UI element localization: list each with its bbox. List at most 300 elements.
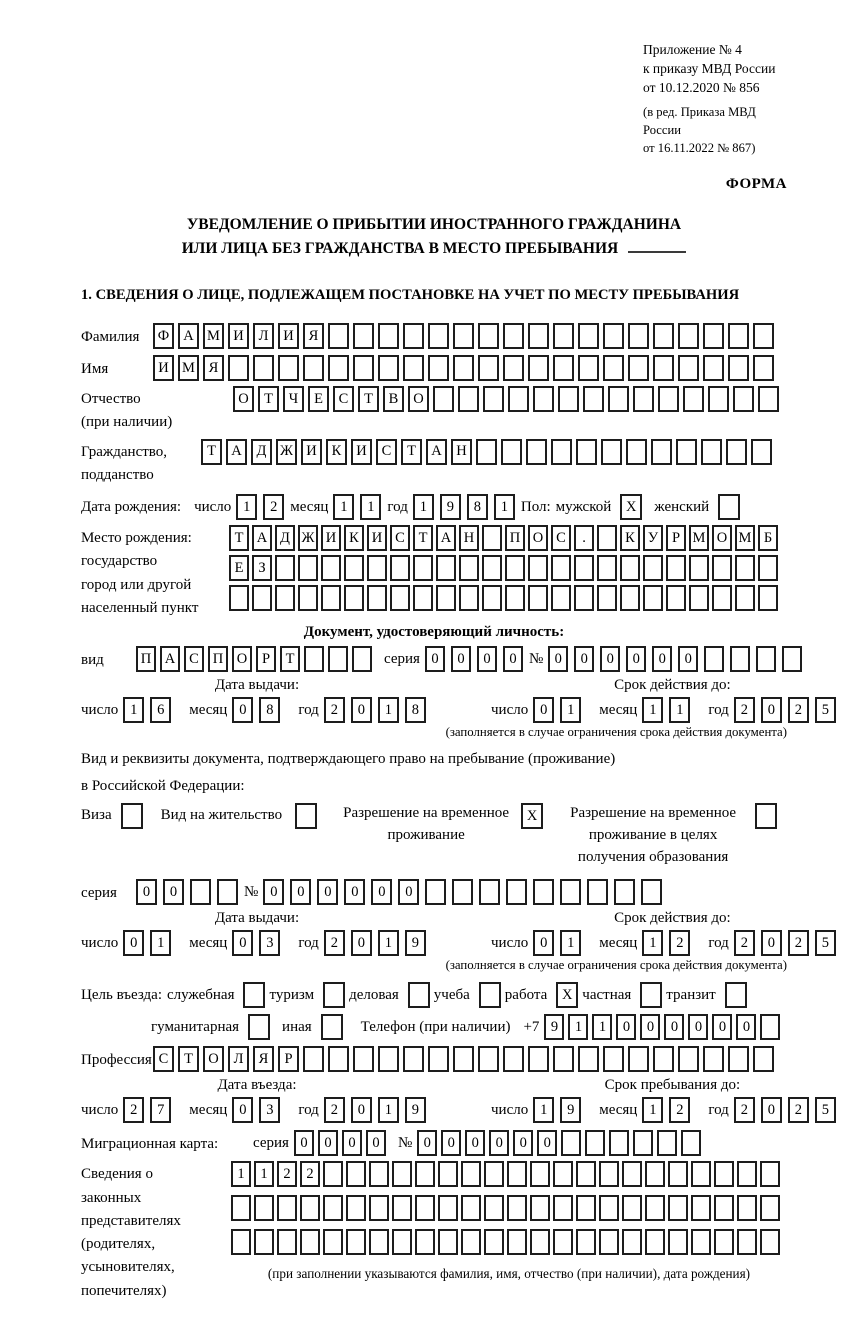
char-box[interactable]: С	[333, 386, 354, 412]
char-box[interactable]	[737, 1195, 757, 1221]
char-box[interactable]: Б	[758, 525, 778, 551]
char-box[interactable]	[392, 1161, 412, 1187]
char-box[interactable]: А	[178, 323, 199, 349]
char-box[interactable]: 2	[788, 697, 809, 723]
char-box[interactable]: 7	[150, 1097, 171, 1123]
char-box[interactable]	[645, 1195, 665, 1221]
phone-input[interactable]	[544, 1014, 784, 1040]
char-box[interactable]	[645, 1229, 665, 1255]
residence-expiry-year-input[interactable]	[734, 930, 842, 956]
char-box[interactable]: 0	[136, 879, 157, 905]
residence-issue-day-input[interactable]	[123, 930, 177, 956]
char-box[interactable]	[751, 439, 772, 465]
char-box[interactable]: 1	[236, 494, 257, 520]
char-box[interactable]	[558, 386, 579, 412]
char-box[interactable]: Д	[251, 439, 272, 465]
char-box[interactable]: С	[376, 439, 397, 465]
residence-expiry-day-input[interactable]	[533, 930, 587, 956]
char-box[interactable]: 0	[290, 879, 311, 905]
char-box[interactable]: 0	[513, 1130, 533, 1156]
char-box[interactable]	[641, 879, 662, 905]
char-box[interactable]	[737, 1229, 757, 1255]
visa-checkbox[interactable]	[121, 803, 143, 829]
char-box[interactable]: А	[436, 525, 456, 551]
stay-year-input[interactable]	[734, 1097, 842, 1123]
char-box[interactable]: 2	[277, 1161, 297, 1187]
char-box[interactable]: 1	[378, 930, 399, 956]
char-box[interactable]	[628, 355, 649, 381]
char-box[interactable]	[608, 386, 629, 412]
purpose-transit-checkbox[interactable]	[725, 982, 747, 1008]
identity-doc-series-input[interactable]	[425, 646, 529, 672]
char-box[interactable]: 0	[503, 646, 523, 672]
char-box[interactable]	[561, 1130, 581, 1156]
char-box[interactable]	[533, 386, 554, 412]
char-box[interactable]	[428, 1046, 449, 1072]
char-box[interactable]: 9	[560, 1097, 581, 1123]
char-box[interactable]	[328, 1046, 349, 1072]
char-box[interactable]	[756, 646, 776, 672]
firstname-input[interactable]	[153, 355, 778, 381]
char-box[interactable]: 0	[652, 646, 672, 672]
char-box[interactable]	[676, 439, 697, 465]
char-box[interactable]: Н	[459, 525, 479, 551]
char-box[interactable]	[321, 585, 341, 611]
char-box[interactable]	[461, 1229, 481, 1255]
char-box[interactable]: 1	[642, 1097, 663, 1123]
char-box[interactable]	[576, 1229, 596, 1255]
char-box[interactable]	[597, 555, 617, 581]
char-box[interactable]	[782, 646, 802, 672]
char-box[interactable]	[438, 1161, 458, 1187]
char-box[interactable]	[300, 1229, 320, 1255]
char-box[interactable]	[666, 555, 686, 581]
char-box[interactable]	[603, 1046, 624, 1072]
char-box[interactable]: Р	[256, 646, 276, 672]
char-box[interactable]: Я	[303, 323, 324, 349]
char-box[interactable]	[528, 323, 549, 349]
char-box[interactable]	[390, 585, 410, 611]
purpose-tourism-checkbox[interactable]	[323, 982, 345, 1008]
char-box[interactable]	[628, 1046, 649, 1072]
char-box[interactable]	[217, 879, 238, 905]
char-box[interactable]	[601, 439, 622, 465]
char-box[interactable]	[505, 555, 525, 581]
char-box[interactable]: .	[574, 525, 594, 551]
char-box[interactable]: Т	[201, 439, 222, 465]
purpose-official-checkbox[interactable]	[243, 982, 265, 1008]
char-box[interactable]: Л	[253, 323, 274, 349]
char-box[interactable]	[484, 1229, 504, 1255]
char-box[interactable]	[403, 1046, 424, 1072]
char-box[interactable]: 5	[815, 930, 836, 956]
char-box[interactable]	[453, 1046, 474, 1072]
char-box[interactable]: О	[408, 386, 429, 412]
char-box[interactable]	[436, 555, 456, 581]
char-box[interactable]: 2	[734, 1097, 755, 1123]
char-box[interactable]: 0	[417, 1130, 437, 1156]
char-box[interactable]	[453, 323, 474, 349]
char-box[interactable]: А	[252, 525, 272, 551]
char-box[interactable]: 0	[678, 646, 698, 672]
char-box[interactable]: 1	[533, 1097, 554, 1123]
char-box[interactable]	[551, 585, 571, 611]
char-box[interactable]	[760, 1161, 780, 1187]
char-box[interactable]	[482, 585, 502, 611]
char-box[interactable]: 8	[259, 697, 280, 723]
char-box[interactable]	[653, 1046, 674, 1072]
stay-month-input[interactable]	[642, 1097, 696, 1123]
char-box[interactable]: Л	[228, 1046, 249, 1072]
identity-doc-number-input[interactable]	[548, 646, 808, 672]
char-box[interactable]: 0	[232, 1097, 253, 1123]
char-box[interactable]: М	[735, 525, 755, 551]
char-box[interactable]: 3	[259, 930, 280, 956]
char-box[interactable]: 0	[537, 1130, 557, 1156]
char-box[interactable]	[508, 386, 529, 412]
char-box[interactable]	[668, 1229, 688, 1255]
char-box[interactable]	[553, 1195, 573, 1221]
char-box[interactable]	[735, 555, 755, 581]
char-box[interactable]: 0	[600, 646, 620, 672]
char-box[interactable]	[658, 386, 679, 412]
char-box[interactable]	[678, 1046, 699, 1072]
char-box[interactable]: 0	[317, 879, 338, 905]
char-box[interactable]	[701, 439, 722, 465]
char-box[interactable]	[253, 355, 274, 381]
char-box[interactable]: Р	[278, 1046, 299, 1072]
char-box[interactable]: О	[203, 1046, 224, 1072]
char-box[interactable]	[425, 879, 446, 905]
char-box[interactable]	[758, 585, 778, 611]
char-box[interactable]	[344, 585, 364, 611]
char-box[interactable]	[505, 585, 525, 611]
char-box[interactable]: 0	[263, 879, 284, 905]
char-box[interactable]: 1	[568, 1014, 588, 1040]
char-box[interactable]	[553, 355, 574, 381]
char-box[interactable]	[576, 439, 597, 465]
char-box[interactable]	[599, 1195, 619, 1221]
char-box[interactable]	[352, 646, 372, 672]
char-box[interactable]	[436, 585, 456, 611]
char-box[interactable]: С	[551, 525, 571, 551]
char-box[interactable]: Е	[308, 386, 329, 412]
birth-day-input[interactable]	[236, 494, 290, 520]
char-box[interactable]	[378, 1046, 399, 1072]
char-box[interactable]	[252, 585, 272, 611]
char-box[interactable]	[733, 386, 754, 412]
identity-doc-kind-input[interactable]	[136, 646, 376, 672]
char-box[interactable]	[367, 555, 387, 581]
stay-day-input[interactable]	[533, 1097, 587, 1123]
char-box[interactable]	[599, 1229, 619, 1255]
char-box[interactable]	[507, 1229, 527, 1255]
char-box[interactable]: 0	[398, 879, 419, 905]
char-box[interactable]: 0	[366, 1130, 386, 1156]
char-box[interactable]: 8	[405, 697, 426, 723]
char-box[interactable]	[507, 1195, 527, 1221]
char-box[interactable]	[678, 355, 699, 381]
char-box[interactable]	[730, 646, 750, 672]
char-box[interactable]: 0	[761, 697, 782, 723]
char-box[interactable]: 1	[669, 697, 690, 723]
char-box[interactable]: 2	[788, 930, 809, 956]
char-box[interactable]	[726, 439, 747, 465]
char-box[interactable]: 0	[441, 1130, 461, 1156]
char-box[interactable]	[681, 1130, 701, 1156]
char-box[interactable]	[344, 555, 364, 581]
char-box[interactable]	[328, 323, 349, 349]
char-box[interactable]	[728, 323, 749, 349]
char-box[interactable]	[303, 355, 324, 381]
char-box[interactable]	[666, 585, 686, 611]
char-box[interactable]	[645, 1161, 665, 1187]
char-box[interactable]: 2	[734, 697, 755, 723]
birth-place-input-row1[interactable]	[229, 525, 781, 551]
char-box[interactable]	[300, 1195, 320, 1221]
char-box[interactable]	[461, 1161, 481, 1187]
char-box[interactable]	[620, 555, 640, 581]
char-box[interactable]	[728, 355, 749, 381]
char-box[interactable]	[413, 585, 433, 611]
char-box[interactable]	[691, 1161, 711, 1187]
char-box[interactable]: 0	[318, 1130, 338, 1156]
char-box[interactable]	[622, 1195, 642, 1221]
char-box[interactable]	[712, 585, 732, 611]
char-box[interactable]: 2	[669, 1097, 690, 1123]
char-box[interactable]	[533, 879, 554, 905]
edu-permit-checkbox[interactable]	[755, 803, 777, 829]
char-box[interactable]	[321, 555, 341, 581]
char-box[interactable]	[576, 1161, 596, 1187]
char-box[interactable]	[753, 1046, 774, 1072]
char-box[interactable]	[578, 1046, 599, 1072]
char-box[interactable]	[190, 879, 211, 905]
char-box[interactable]: 1	[592, 1014, 612, 1040]
char-box[interactable]	[403, 355, 424, 381]
char-box[interactable]	[603, 323, 624, 349]
char-box[interactable]: 1	[494, 494, 515, 520]
char-box[interactable]: 6	[150, 697, 171, 723]
char-box[interactable]	[643, 585, 663, 611]
char-box[interactable]	[390, 555, 410, 581]
char-box[interactable]	[587, 879, 608, 905]
char-box[interactable]: 2	[324, 1097, 345, 1123]
char-box[interactable]	[277, 1229, 297, 1255]
char-box[interactable]	[478, 355, 499, 381]
char-box[interactable]	[304, 646, 324, 672]
char-box[interactable]	[689, 555, 709, 581]
char-box[interactable]: Я	[253, 1046, 274, 1072]
char-box[interactable]: И	[321, 525, 341, 551]
char-box[interactable]: 0	[294, 1130, 314, 1156]
char-box[interactable]	[254, 1195, 274, 1221]
char-box[interactable]: И	[278, 323, 299, 349]
char-box[interactable]	[478, 323, 499, 349]
char-box[interactable]	[278, 355, 299, 381]
char-box[interactable]	[328, 646, 348, 672]
char-box[interactable]	[528, 555, 548, 581]
representatives-input-row2[interactable]	[231, 1195, 783, 1221]
char-box[interactable]	[413, 555, 433, 581]
char-box[interactable]	[461, 1195, 481, 1221]
char-box[interactable]: 1	[231, 1161, 251, 1187]
char-box[interactable]	[478, 1046, 499, 1072]
char-box[interactable]: Т	[178, 1046, 199, 1072]
purpose-study-checkbox[interactable]	[479, 982, 501, 1008]
char-box[interactable]	[303, 1046, 324, 1072]
char-box[interactable]: 0	[163, 879, 184, 905]
char-box[interactable]	[346, 1229, 366, 1255]
char-box[interactable]: 2	[324, 930, 345, 956]
migration-number-input[interactable]	[417, 1130, 705, 1156]
char-box[interactable]: Т	[258, 386, 279, 412]
identity-issue-day-input[interactable]	[123, 697, 177, 723]
char-box[interactable]: 0	[232, 930, 253, 956]
char-box[interactable]	[620, 585, 640, 611]
char-box[interactable]: 1	[333, 494, 354, 520]
char-box[interactable]	[403, 323, 424, 349]
char-box[interactable]: А	[226, 439, 247, 465]
char-box[interactable]	[479, 879, 500, 905]
char-box[interactable]	[603, 355, 624, 381]
char-box[interactable]: 0	[351, 697, 372, 723]
char-box[interactable]	[703, 323, 724, 349]
char-box[interactable]	[378, 323, 399, 349]
char-box[interactable]	[597, 525, 617, 551]
char-box[interactable]: 0	[351, 930, 372, 956]
char-box[interactable]	[298, 555, 318, 581]
residence-issue-month-input[interactable]	[232, 930, 286, 956]
char-box[interactable]	[599, 1161, 619, 1187]
purpose-other-checkbox[interactable]	[321, 1014, 343, 1040]
char-box[interactable]	[753, 355, 774, 381]
char-box[interactable]: 0	[342, 1130, 362, 1156]
char-box[interactable]	[353, 1046, 374, 1072]
char-box[interactable]: 2	[734, 930, 755, 956]
char-box[interactable]: Ч	[283, 386, 304, 412]
char-box[interactable]: 1	[642, 930, 663, 956]
char-box[interactable]	[228, 355, 249, 381]
char-box[interactable]: Т	[413, 525, 433, 551]
char-box[interactable]: 0	[533, 697, 554, 723]
char-box[interactable]: Т	[280, 646, 300, 672]
char-box[interactable]	[560, 879, 581, 905]
char-box[interactable]	[653, 355, 674, 381]
char-box[interactable]: 0	[232, 697, 253, 723]
char-box[interactable]: П	[208, 646, 228, 672]
char-box[interactable]: О	[712, 525, 732, 551]
char-box[interactable]	[551, 439, 572, 465]
char-box[interactable]	[712, 555, 732, 581]
char-box[interactable]	[433, 386, 454, 412]
char-box[interactable]: В	[383, 386, 404, 412]
char-box[interactable]: 0	[712, 1014, 732, 1040]
char-box[interactable]: Ф	[153, 323, 174, 349]
char-box[interactable]	[530, 1195, 550, 1221]
char-box[interactable]: 2	[324, 697, 345, 723]
char-box[interactable]	[428, 355, 449, 381]
char-box[interactable]	[528, 585, 548, 611]
char-box[interactable]: И	[367, 525, 387, 551]
residence-permit-checkbox[interactable]	[295, 803, 317, 829]
char-box[interactable]	[703, 355, 724, 381]
char-box[interactable]: 0	[688, 1014, 708, 1040]
char-box[interactable]	[428, 323, 449, 349]
char-box[interactable]: 1	[150, 930, 171, 956]
identity-expiry-day-input[interactable]	[533, 697, 587, 723]
char-box[interactable]: О	[528, 525, 548, 551]
char-box[interactable]: 1	[560, 930, 581, 956]
char-box[interactable]	[614, 879, 635, 905]
char-box[interactable]	[668, 1161, 688, 1187]
char-box[interactable]	[323, 1161, 343, 1187]
char-box[interactable]: 1	[413, 494, 434, 520]
char-box[interactable]: 1	[254, 1161, 274, 1187]
char-box[interactable]	[229, 585, 249, 611]
char-box[interactable]	[482, 525, 502, 551]
char-box[interactable]	[633, 1130, 653, 1156]
purpose-work-checkbox[interactable]: X	[556, 982, 578, 1008]
char-box[interactable]	[689, 585, 709, 611]
char-box[interactable]: 0	[761, 1097, 782, 1123]
char-box[interactable]	[553, 323, 574, 349]
char-box[interactable]: 0	[465, 1130, 485, 1156]
char-box[interactable]	[415, 1195, 435, 1221]
entry-year-input[interactable]	[324, 1097, 432, 1123]
char-box[interactable]: А	[160, 646, 180, 672]
char-box[interactable]: А	[426, 439, 447, 465]
char-box[interactable]	[503, 355, 524, 381]
char-box[interactable]	[459, 585, 479, 611]
char-box[interactable]	[459, 555, 479, 581]
char-box[interactable]: Р	[666, 525, 686, 551]
char-box[interactable]: 1	[123, 697, 144, 723]
char-box[interactable]: 5	[815, 1097, 836, 1123]
char-box[interactable]	[476, 439, 497, 465]
char-box[interactable]: 2	[123, 1097, 144, 1123]
char-box[interactable]	[503, 1046, 524, 1072]
char-box[interactable]	[353, 355, 374, 381]
identity-issue-year-input[interactable]	[324, 697, 432, 723]
char-box[interactable]: 8	[467, 494, 488, 520]
char-box[interactable]	[753, 323, 774, 349]
char-box[interactable]	[483, 386, 504, 412]
char-box[interactable]	[609, 1130, 629, 1156]
char-box[interactable]	[452, 879, 473, 905]
char-box[interactable]	[691, 1229, 711, 1255]
residence-series-input[interactable]	[136, 879, 244, 905]
char-box[interactable]: Д	[275, 525, 295, 551]
char-box[interactable]	[714, 1161, 734, 1187]
char-box[interactable]	[231, 1195, 251, 1221]
birth-place-input-row2[interactable]	[229, 555, 781, 581]
char-box[interactable]: 0	[736, 1014, 756, 1040]
char-box[interactable]: Ж	[276, 439, 297, 465]
char-box[interactable]	[526, 439, 547, 465]
entry-month-input[interactable]	[232, 1097, 286, 1123]
char-box[interactable]	[622, 1229, 642, 1255]
char-box[interactable]: И	[228, 323, 249, 349]
char-box[interactable]	[703, 1046, 724, 1072]
char-box[interactable]: К	[344, 525, 364, 551]
char-box[interactable]: К	[620, 525, 640, 551]
char-box[interactable]	[346, 1161, 366, 1187]
identity-issue-month-input[interactable]	[232, 697, 286, 723]
residence-number-input[interactable]	[263, 879, 668, 905]
char-box[interactable]	[503, 323, 524, 349]
char-box[interactable]: П	[505, 525, 525, 551]
